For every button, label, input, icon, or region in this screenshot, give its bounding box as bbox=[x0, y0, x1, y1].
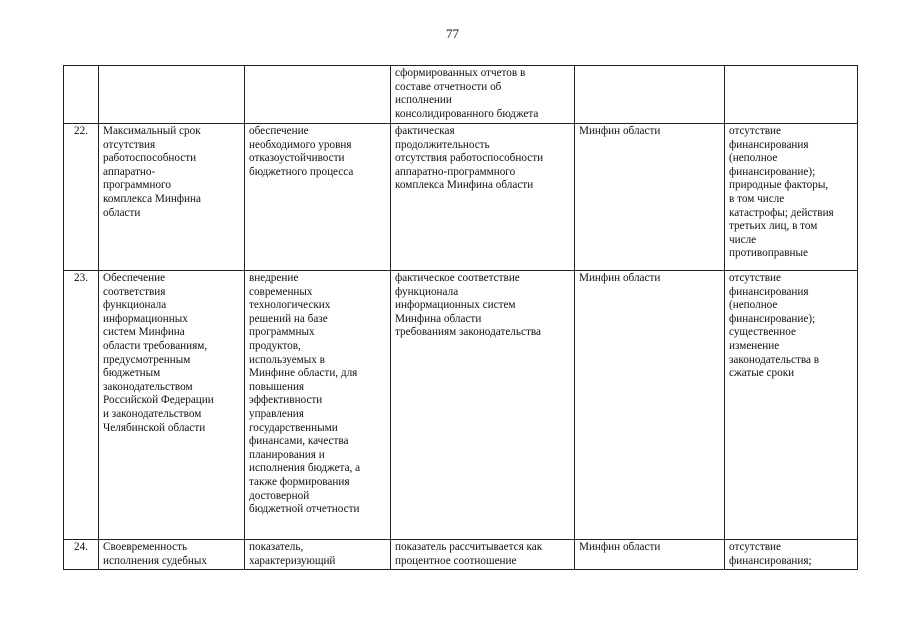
page-number: 77 bbox=[446, 26, 459, 41]
row-number-cell: 24. bbox=[64, 540, 99, 570]
row-number-cell: 23. bbox=[64, 271, 99, 540]
risks-cell bbox=[725, 66, 858, 124]
risks-cell: отсутствие финансирования (неполное финансирование); природные факторы, в том числе катастрофы; действия третьих лиц, в том числе противоправные bbox=[725, 124, 858, 271]
indicator-name-cell bbox=[99, 66, 245, 124]
indicator-name-cell: Своевременность исполнения судебных bbox=[99, 540, 245, 570]
indicator-description-cell: показатель рассчитывается как процентное соотношение bbox=[391, 540, 575, 570]
responsible-cell: Минфин области bbox=[575, 540, 725, 570]
risks-cell: отсутствие финансирования (неполное финансирование); существенное изменение законодательства в сжатые сроки bbox=[725, 271, 858, 540]
table-row bbox=[64, 66, 858, 124]
indicator-description-cell: фактическое соответствие функционала информационных систем Минфина области требованиям законодательства bbox=[391, 271, 575, 540]
risks-cell: отсутствие финансирования; bbox=[725, 540, 858, 570]
goal-cell bbox=[245, 66, 391, 124]
responsible-cell: Минфин области bbox=[575, 271, 725, 540]
indicator-name-cell: Обеспечение соответствия функционала информационных систем Минфина области требованиям, предусмотренным бюджетным законодательством Российской Федерации и законодательством Челябинской области bbox=[99, 271, 245, 540]
table-row bbox=[64, 124, 858, 271]
indicator-description-cell: фактическая продолжительность отсутствия работоспособности аппаратно-программного комплекса Минфина области bbox=[391, 124, 575, 271]
indicator-description-cell: сформированных отчетов в составе отчетности об исполнении консолидированного бюджета bbox=[391, 66, 575, 124]
responsible-cell bbox=[575, 66, 725, 124]
indicators-table bbox=[63, 65, 858, 570]
indicator-name-cell: Максимальный срок отсутствия работоспособности аппаратно- программного комплекса Минфина области bbox=[99, 124, 245, 271]
responsible-cell: Минфин области bbox=[575, 124, 725, 271]
goal-cell: показатель, характеризующий bbox=[245, 540, 391, 570]
row-number-cell bbox=[64, 66, 99, 124]
goal-cell: внедрение современных технологических решений на базе программных продуктов, используемых в Минфине области, для повышения эффективности управления государственными финансами, качества планирования и исполнения бюджета, а также формирования достоверной бюджетной отчетности bbox=[245, 271, 391, 540]
goal-cell: обеспечение необходимого уровня отказоустойчивости бюджетного процесса bbox=[245, 124, 391, 271]
row-number-cell: 22. bbox=[64, 124, 99, 271]
table-row bbox=[64, 271, 858, 540]
table-row bbox=[64, 540, 858, 570]
